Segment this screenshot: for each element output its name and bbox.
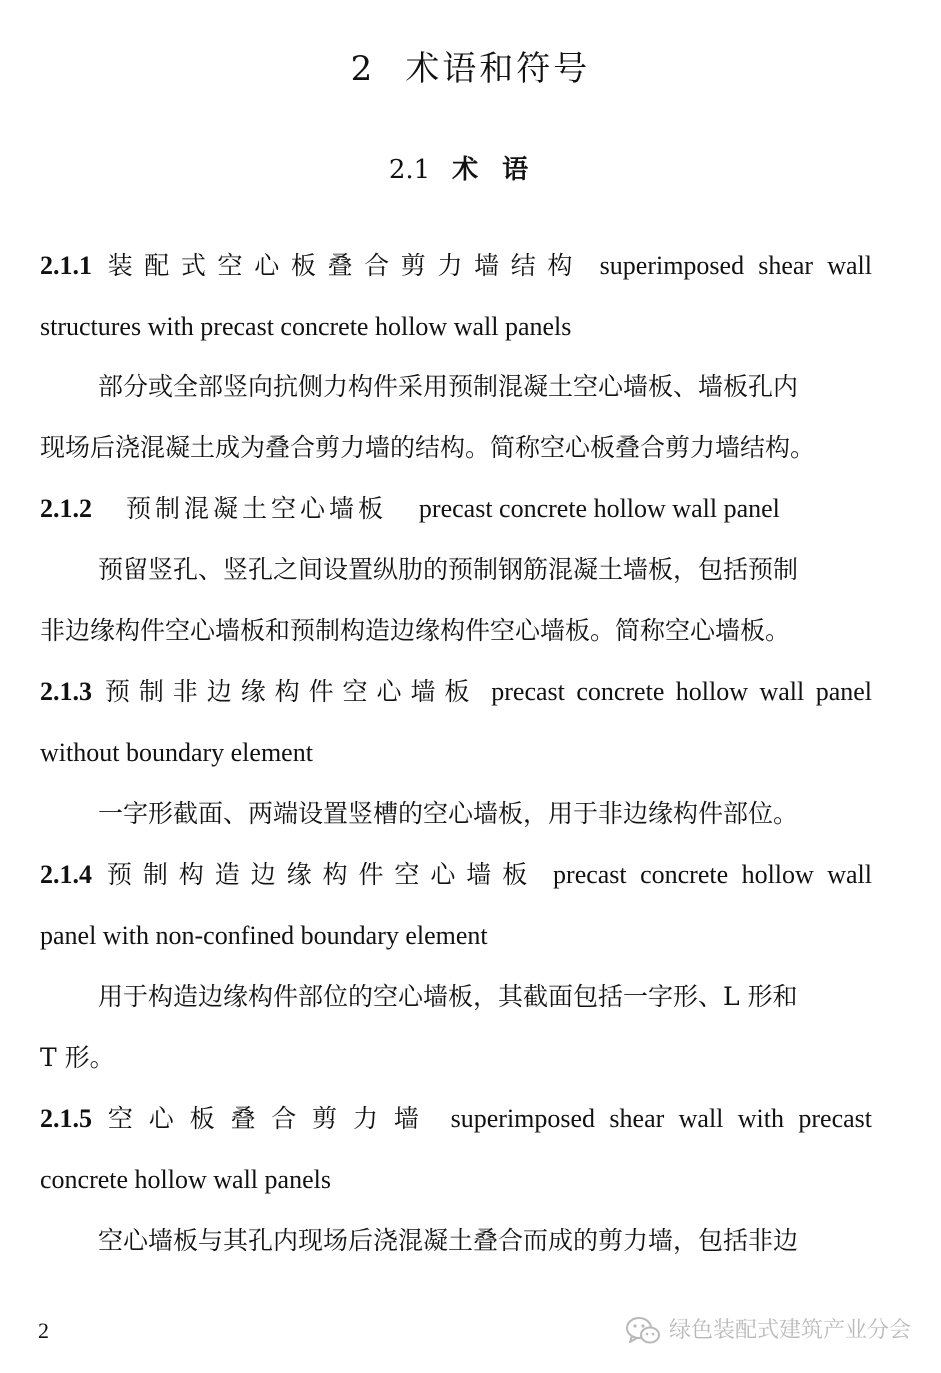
term-title-cn: 预制构造边缘构件空心墙板 — [106, 860, 539, 889]
term-title-cn: 装配式空心板叠合剪力墙结构 — [107, 251, 585, 280]
term-heading — [40, 1097, 872, 1141]
term-definition: 预留竖孔、竖孔之间设置纵肋的预制钢筋混凝土墙板，包括预制 — [98, 555, 799, 584]
term-number: 2.1.5 — [40, 1104, 92, 1133]
term-definition: 部分或全部竖向抗侧力构件采用预制混凝土空心墙板、墙板孔内 — [98, 372, 799, 401]
term-title-en: without boundary element — [40, 738, 313, 767]
term-heading — [40, 670, 872, 714]
term-definition: 非边缘构件空心墙板和预制构造边缘构件空心墙板。简称空心墙板。 — [40, 616, 791, 645]
term-title-en: superimposed shear wall — [599, 251, 872, 280]
watermark — [625, 1314, 911, 1348]
section-title — [0, 150, 941, 190]
term-title-en-continuation — [40, 914, 872, 958]
term-definition: 用于构造边缘构件部位的空心墙板，其截面包括一字形、L 形和 — [98, 982, 798, 1011]
term-definition: 一字形截面、两端设置竖槽的空心墙板，用于非边缘构件部位。 — [98, 799, 799, 828]
term-title-cn: 预制混凝土空心墙板 — [125, 494, 387, 523]
term-title-en-continuation — [40, 1158, 872, 1202]
term-heading — [40, 244, 872, 288]
watermark-text: 绿色装配式建筑产业分会 — [668, 1318, 911, 1343]
term-title-en: superimposed shear wall with precast — [450, 1104, 872, 1133]
term-definition: 空心墙板与其孔内现场后浇混凝土叠合而成的剪力墙，包括非边 — [98, 1226, 799, 1255]
term-title-en-continuation — [40, 731, 872, 775]
term-title-en: precast concrete hollow wall — [553, 860, 872, 889]
term-title-cn: 预制非边缘构件空心墙板 — [104, 677, 479, 706]
term-number: 2.1.3 — [40, 677, 92, 706]
term-title-en: precast concrete hollow wall panel — [491, 677, 872, 706]
wechat-icon — [625, 1316, 661, 1346]
term-title-en: panel with non-confined boundary element — [40, 921, 488, 950]
term-title-en-continuation — [40, 305, 872, 349]
chapter-number: 2 — [350, 49, 376, 89]
term-definition: 现场后浇混凝土成为叠合剪力墙的结构。简称空心板叠合剪力墙结构。 — [40, 433, 816, 462]
term-heading — [40, 853, 872, 897]
term-number: 2.1.2 — [40, 494, 92, 523]
term-title-cn: 空心板叠合剪力墙 — [107, 1104, 435, 1133]
section-number: 2.1 — [388, 155, 431, 185]
term-title-en: structures with precast concrete hollow wall panels — [40, 312, 572, 341]
term-number: 2.1.4 — [40, 860, 92, 889]
page-number: 2 — [38, 1318, 49, 1343]
chapter-title-text: 术语和符号 — [405, 49, 591, 89]
term-number: 2.1.1 — [40, 251, 92, 280]
term-definition: T 形。 — [40, 1043, 115, 1072]
chapter-title — [0, 44, 941, 94]
term-heading — [40, 487, 872, 531]
term-title-en: precast concrete hollow wall panel — [418, 494, 780, 523]
section-title-text: 术语 — [452, 155, 553, 185]
term-title-en: concrete hollow wall panels — [40, 1165, 331, 1194]
